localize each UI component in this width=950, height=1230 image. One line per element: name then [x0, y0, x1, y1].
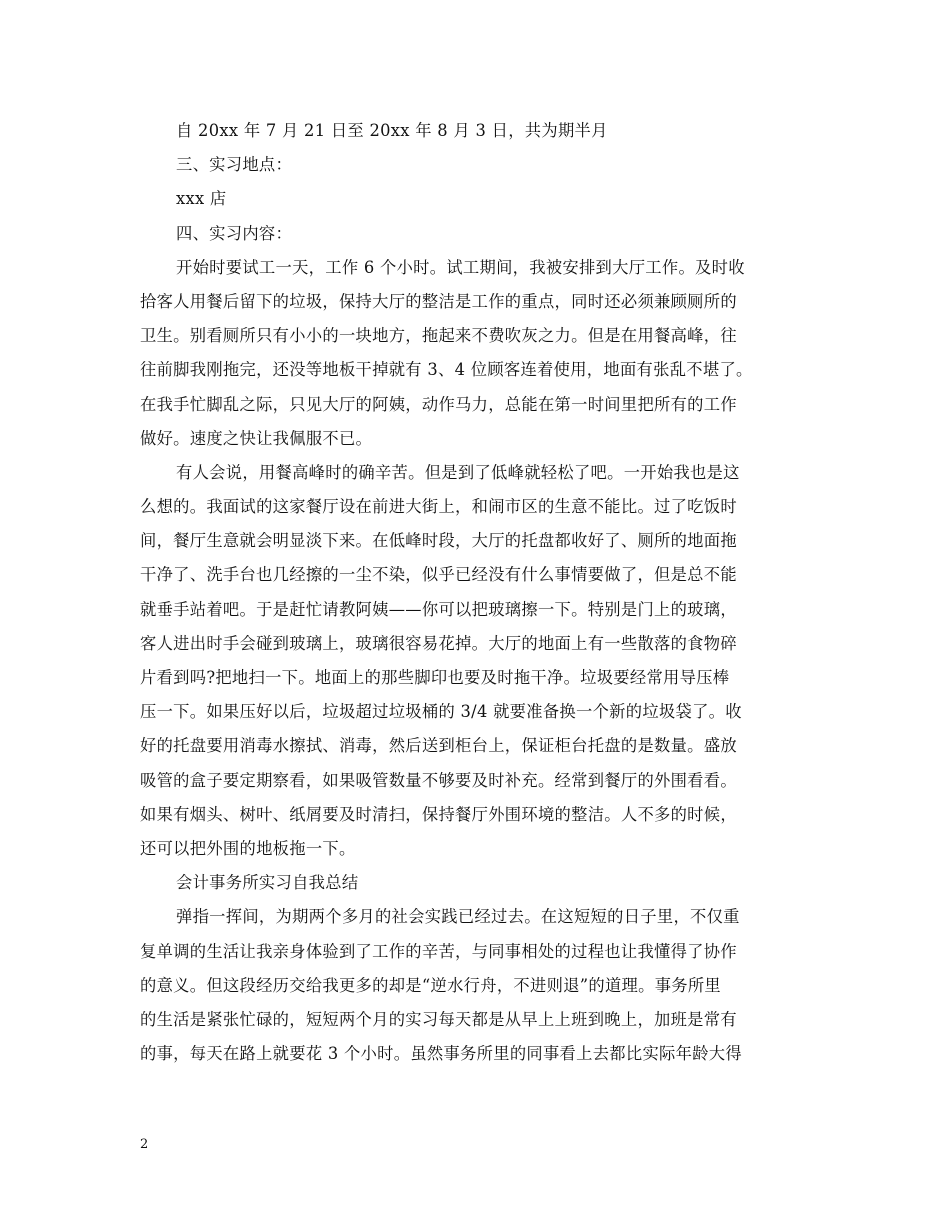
- text-line: 间，餐厅生意就会明显淡下来。在低峰时段，大厅的托盘都收好了、厕所的地面拖: [140, 531, 737, 551]
- text-line: 压一下。如果压好以后，垃圾超过垃圾桶的 3/4 就要准备换一个新的垃圾袋了。收: [140, 702, 742, 722]
- text-line: 的生活是紧张忙碌的，短短两个月的实习每天都是从早上上班到晚上，加班是常有: [140, 1009, 737, 1029]
- page-number: 2: [140, 1137, 149, 1152]
- text-line: 拾客人用餐后留下的垃圾，保持大厅的整洁是工作的重点，同时还必须兼顾厕所的: [140, 291, 737, 311]
- text-line: 吸管的盒子要定期察看，如果吸管数量不够要及时补充。经常到餐厅的外围看看。: [140, 770, 737, 790]
- text-line: 三、实习地点：: [176, 155, 293, 175]
- text-line: 卫生。别看厕所只有小小的一块地方，拖起来不费吹灰之力。但是在用餐高峰，往: [140, 326, 737, 346]
- text-line: 往前脚我刚拖完，还没等地板干掉就有 3、4 位顾客连着使用，地面有张乱不堪了。: [140, 360, 753, 380]
- text-line: 自 20xx 年 7 月 21 日至 20xx 年 8 月 3 日，共为期半月: [176, 121, 608, 140]
- text-line: 如果有烟头、树叶、纸屑要及时清扫，保持餐厅外围环境的整洁。人不多的时候，: [140, 804, 737, 824]
- text-line: 还可以把外围的地板拖一下。: [140, 838, 356, 858]
- text-line: 四、实习内容：: [176, 223, 293, 243]
- text-line: 有人会说，用餐高峰时的确辛苦。但是到了低峰就轻松了吧。一开始我也是这: [176, 462, 740, 482]
- text-line: 的意义。但这段经历交给我更多的却是“逆水行舟，不进则退”的道理。事务所里: [140, 975, 722, 995]
- text-line: 么想的。我面试的这家餐厅设在前进大街上，和闹市区的生意不能比。过了吃饭时: [140, 497, 737, 517]
- text-line: 做好。速度之快让我佩服不已。: [140, 428, 373, 448]
- text-line: 就垂手站着吧。于是赶忙请教阿姨——你可以把玻璃擦一下。特别是门上的玻璃，: [140, 599, 737, 619]
- text-line: 会计事务所实习自我总结: [176, 873, 359, 893]
- text-line: 片看到吗?把地扫一下。地面上的那些脚印也要及时拖干净。垃圾要经常用导压棒: [140, 668, 730, 687]
- text-line: 在我手忙脚乱之际，只见大厅的阿姨，动作马力，总能在第一时间里把所有的工作: [140, 394, 737, 414]
- text-line: 复单调的生活让我亲身体验到了工作的辛苦，与同事相处的过程也让我懂得了协作: [140, 941, 737, 961]
- text-line: 好的托盘要用消毒水擦拭、消毒，然后送到柜台上，保证柜台托盘的是数量。盛放: [140, 736, 737, 756]
- text-line: xxx 店: [176, 189, 227, 209]
- text-line: 弹指一挥间，为期两个多月的社会实践已经过去。在这短短的日子里，不仅重: [176, 907, 740, 927]
- text-line: 干净了、洗手台也几经擦的一尘不染，似乎已经没有什么事情要做了，但是总不能: [140, 565, 737, 585]
- document-body: [140, 114, 812, 1071]
- text-line: 客人进出时手会碰到玻璃上，玻璃很容易花掉。大厅的地面上有一些散落的食物碎: [140, 633, 737, 653]
- text-line: 的事，每天在路上就要花 3 个小时。虽然事务所里的同事看上去都比实际年龄大得: [140, 1044, 742, 1064]
- text-line: 开始时要试工一天，工作 6 个小时。试工期间，我被安排到大厅工作。及时收: [176, 257, 745, 277]
